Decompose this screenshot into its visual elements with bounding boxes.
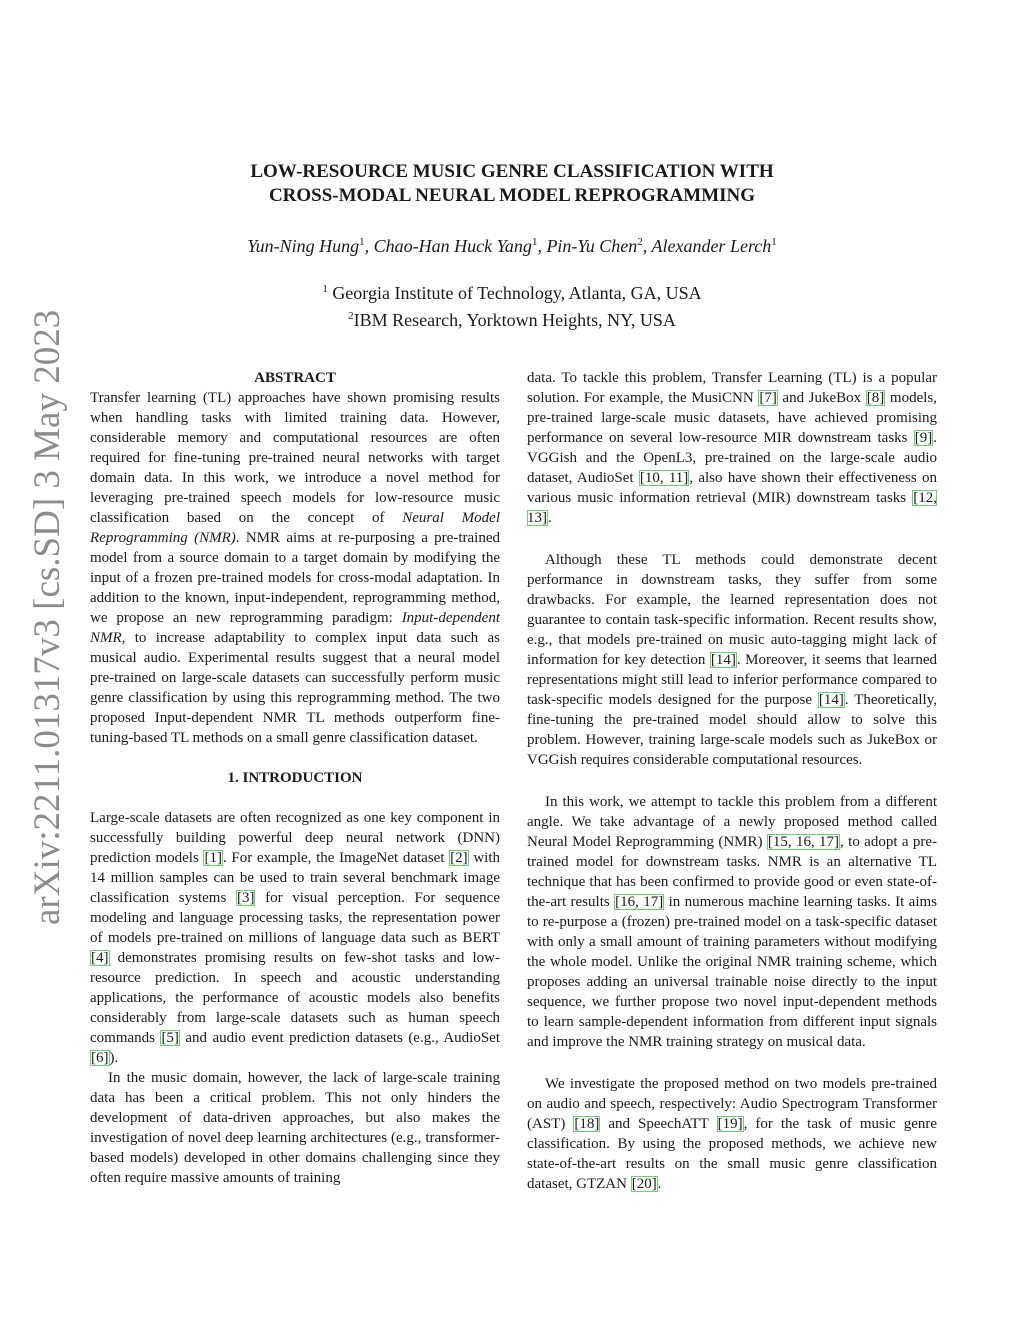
affiliation-text: Georgia Institute of Technology, Atlanta, GA, USA [327, 283, 702, 303]
citation-link[interactable]: [9] [914, 430, 933, 446]
paragraph-text: We investigate the proposed method on two models pre-trained on audio and speech, respectively: Audio Spectrogram Transformer (AST) [527, 1076, 937, 1132]
author-affil-mark: 1 [359, 236, 365, 248]
citation-link[interactable]: [1] [204, 850, 222, 866]
intro-paragraph-2: In the music domain, however, the lack of large-scale training data has been a critical problem. This not only hinders the development of data-driven approaches, but also makes the investigation of novel deep learning architectures (e.g., transformer-based models) developed in other domains challenging since they often require massive amounts of training [90, 1070, 500, 1186]
citation-link[interactable]: [7] [759, 390, 777, 406]
intro-paragraph-6 [527, 1074, 937, 1194]
intro-paragraph-3 [527, 368, 937, 528]
paragraph-text: . Moreover, it seems that learned representations might still lead to inferior performance compared to task-specific models designed for the purpose [527, 652, 937, 708]
paragraph-text: . [657, 1176, 662, 1192]
author-name: Pin-Yu Chen [546, 236, 638, 256]
author-name: Alexander Lerch [651, 236, 772, 256]
paragraph-text: . [548, 510, 552, 526]
affiliation-mark: 2 [348, 310, 354, 322]
paragraph-text: ). [109, 1050, 119, 1066]
title-line-1: LOW-RESOURCE MUSIC GENRE CLASSIFICATION WITH [250, 161, 774, 182]
abstract-emphasis: Neural Model Reprogramming (NMR) [90, 510, 500, 546]
left-column [90, 368, 500, 1188]
affiliations [0, 278, 1024, 332]
paragraph-text: with 14 million samples can be used to train several benchmark image classification systems [90, 850, 500, 906]
intro-paragraph-4 [527, 550, 937, 770]
paper-title [0, 160, 1024, 208]
affiliation-1 [0, 278, 1024, 305]
paragraph-text: , to adopt a pre-trained model for downstream tasks. NMR is an alternative TL technique that has been confirmed to provide good or even state-of-the-art results [527, 834, 937, 910]
abstract-text-part: . NMR aims at re-purposing a pre-trained model from a source domain to a target domain by modifying the input of a frozen pre-trained models for cross-modal adaptation. In addition to the known, input-independent, reprogramming method, we propose an new reprogramming paradigm: [90, 530, 500, 626]
citation-link[interactable]: [14] [710, 652, 736, 668]
paragraph-text: In this work, we attempt to tackle this problem from a different angle. We take advantage of a newly proposed method called Neural Model Reprogramming (NMR) [527, 794, 937, 850]
author-name: Chao-Han Huck Yang [373, 236, 532, 256]
paragraph-text: Large-scale datasets are often recognized as one key component in successfully building powerful deep neural network (DNN) prediction models [90, 810, 500, 866]
introduction-heading: 1. INTRODUCTION [227, 770, 363, 786]
paragraph-text: . VGGish and the OpenL3, pre-trained on the large-scale audio dataset, AudioSet [527, 430, 937, 486]
citation-link[interactable]: [20] [631, 1176, 657, 1192]
intro-paragraph-1 [90, 808, 500, 1068]
paragraph-text: for visual perception. For sequence modeling and language processing tasks, the representation power of models pre-trained on millions of language data such as BERT [90, 890, 500, 946]
paragraph-text: and JukeBox [777, 390, 866, 406]
citation-link[interactable]: [6] [91, 1050, 109, 1066]
author-affil-mark: 1 [531, 236, 538, 248]
citation-link[interactable]: [10, 11] [639, 470, 689, 486]
citation-link[interactable]: [14] [818, 692, 844, 708]
abstract-text-part: , to increase adaptability to complex input data such as musical audio. Experimental results suggest that a neural model pre-trained on large-scale datasets can successfully perform music genre classification by using this reprogramming method. The two proposed Input-dependent NMR TL methods outperform fine-tuning-based TL methods on a small genre classification dataset. [90, 630, 500, 746]
citation-link[interactable]: [2] [450, 850, 468, 866]
citation-link[interactable]: [5] [161, 1030, 179, 1046]
citation-link[interactable]: [4] [91, 950, 109, 966]
abstract-emphasis: Input-dependent NMR [90, 610, 500, 646]
paragraph-text: Although these TL methods could demonstrate decent performance in downstream tasks, they suffer from some drawbacks. For example, the learned representation does not guarantee to contain task-specific information. Recent results show, e.g., that models pre-trained on music auto-tagging might lack of information for key detection [527, 552, 937, 668]
citation-link[interactable]: [16, 17] [615, 894, 664, 910]
intro-paragraph-5 [527, 792, 937, 1052]
abstract-text [90, 388, 500, 748]
affiliation-mark: 1 [322, 283, 328, 295]
paragraph-text: models, pre-trained large-scale music datasets, have achieved promising performance on several low-resource MIR downstream tasks [527, 390, 937, 446]
paragraph-text: in numerous machine learning tasks. It aims to re-purpose a (frozen) pre-trained model on a task-specific dataset with only a small amount of training parameters without modifying the whole model. Unlike the original NMR training scheme, which proposes adding an universal trainable noise directly to the input sequence, we further propose two novel input-dependent methods to learn sample-dependent information from different input signals and improve the NMR training strategy on musical data. [527, 894, 937, 1050]
citation-link[interactable]: [12, 13] [527, 490, 937, 526]
paragraph-text: demonstrates promising results on few-shot tasks and low-resource prediction. In speech and acoustic understanding applications, the performance of acoustic models also benefits considerably from large-scale datasets such as human speech commands [90, 950, 500, 1046]
arxiv-identifier: arXiv:2211.01317v3 [cs.SD] 3 May 2023 [27, 309, 68, 925]
citation-link[interactable]: [19] [717, 1116, 743, 1132]
author-affil-mark: 2 [637, 236, 643, 248]
author-name: Yun-Ning Hung [247, 236, 360, 256]
affiliation-2 [0, 305, 1024, 332]
abstract-heading: ABSTRACT [254, 370, 336, 386]
paragraph-text: data. To tackle this problem, Transfer Learning (TL) is a popular solution. For example, the MusiCNN [527, 370, 937, 406]
citation-link[interactable]: [18] [574, 1116, 600, 1132]
title-line-2: CROSS-MODAL NEURAL MODEL REPROGRAMMING [268, 185, 756, 206]
citation-link[interactable]: [8] [866, 390, 885, 406]
paragraph-text: . For example, the ImageNet dataset [222, 850, 450, 866]
affiliation-text: IBM Research, Yorktown Heights, NY, USA [353, 310, 676, 330]
paragraph-text: , for the task of music genre classification. By using the proposed methods, we achieve new state-of-the-art results on the small music genre classification dataset, GTZAN [527, 1116, 937, 1192]
citation-link[interactable]: [3] [236, 890, 255, 906]
right-column [527, 368, 937, 1194]
paragraph-text: , also have shown their effectiveness on various music information retrieval (MIR) downstream tasks [527, 470, 937, 506]
author-affil-mark: 1 [771, 236, 777, 248]
paragraph-text: . Theoretically, fine-tuning the pre-trained model should allow to solve this problem. However, training large-scale models such as JukeBox or VGGish requires considerable computational resources. [527, 692, 937, 768]
paragraph-text: and audio event prediction datasets (e.g., AudioSet [179, 1030, 500, 1046]
paragraph-text: and SpeechATT [600, 1116, 717, 1132]
citation-link[interactable]: [15, 16, 17] [767, 834, 840, 850]
author-list: Yun-Ning Hung$^1$, Chao-Han Huck Yang$^1$, Pin-Yu Chen$^2$, Alexander Lerch$^1$ [247, 236, 777, 256]
abstract-text-part: Transfer learning (TL) approaches have shown promising results when handling tasks with limited training data. However, considerable memory and computational resources are often required for fine-tuning pre-trained neural networks with target domain data. In this work, we introduce a novel method for leveraging pre-trained speech models for low-resource music classification based on the concept of [90, 390, 500, 526]
